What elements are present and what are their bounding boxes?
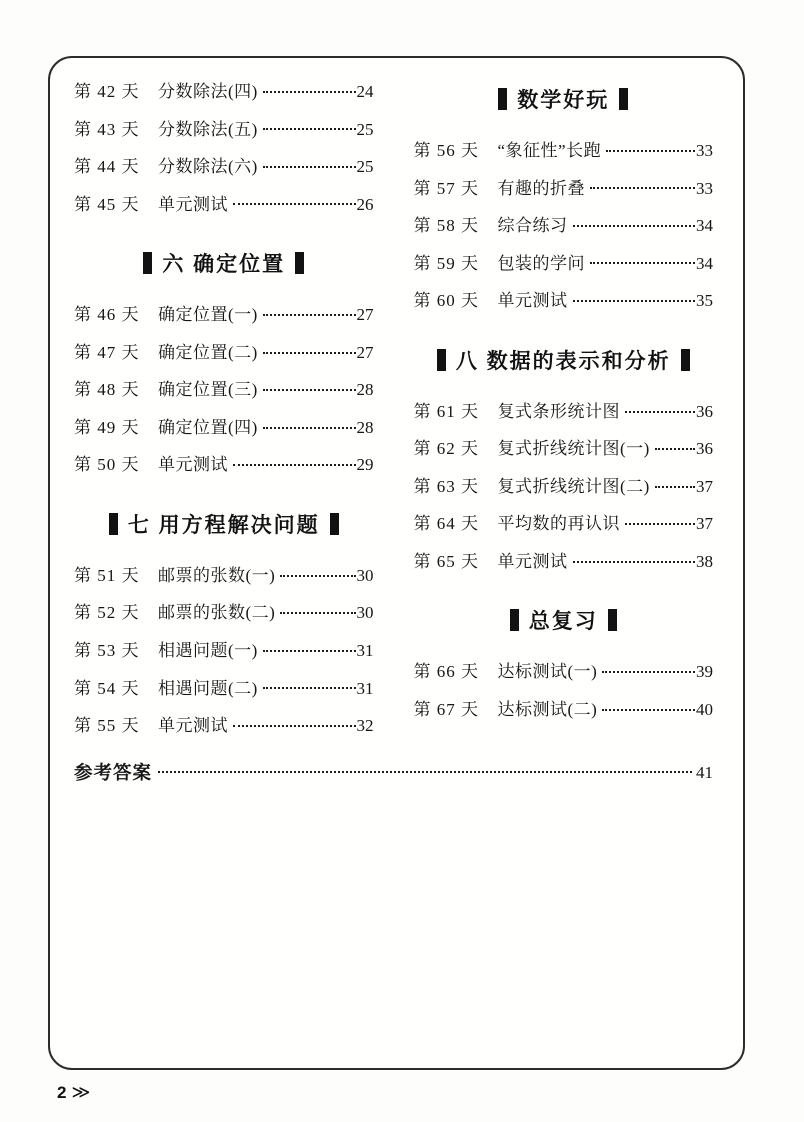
dot-leader bbox=[573, 561, 696, 563]
toc-entry-day: 第 66 天 bbox=[413, 662, 479, 682]
toc-entry-day: 第 43 天 bbox=[74, 119, 140, 139]
toc-entry bbox=[414, 552, 714, 572]
toc-entry-title: 有趣的折叠 bbox=[497, 178, 585, 198]
toc-entry-day: 第 59 天 bbox=[413, 253, 479, 273]
toc-entry bbox=[74, 566, 374, 586]
toc-entry bbox=[414, 216, 714, 236]
toc-entry-page: 36 bbox=[696, 439, 713, 459]
toc-entry-title: 单元测试 bbox=[497, 551, 568, 571]
toc-entry-day: 第 42 天 bbox=[74, 82, 140, 101]
toc-entry-day: 第 46 天 bbox=[74, 305, 140, 325]
toc-entry bbox=[74, 716, 374, 736]
page-number-value: 2 bbox=[57, 1083, 67, 1102]
toc-entry-title: 达标测试(二) bbox=[497, 700, 598, 720]
dot-leader bbox=[263, 389, 356, 391]
toc-entry-page: 32 bbox=[356, 716, 374, 736]
dot-leader bbox=[655, 448, 695, 450]
toc-entry-title: 单元测试 bbox=[158, 455, 228, 475]
toc-entry-day: 第 55 天 bbox=[74, 716, 140, 736]
dot-leader bbox=[158, 771, 692, 773]
toc-entry-title: 分数除法(五) bbox=[158, 119, 258, 139]
section-heading bbox=[414, 605, 714, 635]
toc-entry-page: 28 bbox=[356, 417, 374, 437]
content-frame bbox=[48, 56, 745, 1070]
toc-entry-day: 第 53 天 bbox=[74, 641, 140, 661]
toc-entry-page: 28 bbox=[356, 380, 374, 400]
toc-entry-day: 第 50 天 bbox=[74, 455, 140, 475]
dot-leader bbox=[602, 671, 695, 673]
toc-entry-page: 25 bbox=[356, 119, 374, 139]
toc-entry-title: 复式折线统计图(一) bbox=[497, 439, 650, 459]
toc-entry bbox=[74, 603, 374, 623]
double-bar-icon bbox=[619, 88, 628, 110]
dot-leader bbox=[263, 314, 356, 316]
toc-entry bbox=[74, 195, 374, 215]
toc-entry-title: 确定位置(四) bbox=[158, 417, 258, 437]
toc-entry-title: 邮票的张数(二) bbox=[158, 603, 276, 623]
dot-leader bbox=[233, 464, 356, 466]
toc-entry-title: 单元测试 bbox=[158, 716, 228, 736]
toc-entry bbox=[414, 439, 714, 459]
toc-entry-page: 37 bbox=[696, 476, 713, 496]
toc-entry bbox=[74, 120, 374, 140]
toc-entry-page: 33 bbox=[696, 141, 713, 160]
toc-entry-page: 33 bbox=[696, 178, 713, 198]
toc-entry-title: 复式条形统计图 bbox=[497, 401, 620, 421]
double-bar-icon bbox=[330, 513, 339, 535]
dot-leader bbox=[590, 262, 695, 264]
double-bar-icon bbox=[608, 609, 617, 631]
toc-entry-day: 第 62 天 bbox=[413, 439, 479, 459]
dot-leader bbox=[263, 687, 356, 689]
section-heading-text: 数学好玩 bbox=[517, 89, 610, 112]
toc-entry-title: 确定位置(三) bbox=[158, 380, 258, 400]
dot-leader bbox=[573, 300, 696, 302]
toc-entry bbox=[414, 402, 714, 422]
toc-entry bbox=[414, 254, 714, 274]
toc-entry-title: 达标测试(一) bbox=[497, 662, 598, 682]
answers-entry bbox=[74, 762, 713, 783]
answers-page: 41 bbox=[696, 762, 713, 782]
toc-entry bbox=[414, 700, 714, 720]
toc-entry-page: 40 bbox=[696, 700, 713, 720]
toc-entry-title: 分数除法(四) bbox=[158, 82, 258, 101]
toc-entry-day: 第 44 天 bbox=[74, 157, 140, 177]
toc-entry-day: 第 48 天 bbox=[74, 380, 140, 400]
section-heading bbox=[414, 345, 714, 375]
toc-entry-page: 38 bbox=[696, 551, 713, 571]
toc-entry bbox=[74, 455, 374, 475]
toc-entry-title: 邮票的张数(一) bbox=[158, 565, 276, 585]
dot-leader bbox=[625, 523, 695, 525]
toc-entry bbox=[74, 380, 374, 400]
dot-leader bbox=[263, 427, 356, 429]
toc-entry-title: 复式折线统计图(二) bbox=[497, 476, 650, 496]
toc-entry-page: 35 bbox=[696, 291, 713, 311]
toc-entry-page: 24 bbox=[356, 82, 374, 101]
dot-leader bbox=[606, 150, 695, 152]
dot-leader bbox=[602, 709, 695, 711]
page-number bbox=[57, 1082, 90, 1103]
toc-entry-title: 分数除法(六) bbox=[158, 157, 258, 177]
toc-entry-title: “象征性”长跑 bbox=[497, 141, 602, 160]
toc-entry-page: 34 bbox=[696, 216, 713, 236]
double-bar-icon bbox=[681, 349, 690, 371]
answers-label: 参考答案 bbox=[74, 761, 153, 783]
toc-column-right bbox=[414, 82, 714, 754]
toc-entry-day: 第 63 天 bbox=[413, 476, 479, 496]
toc-entry-title: 相遇问题(一) bbox=[158, 641, 258, 661]
dot-leader bbox=[280, 575, 355, 577]
toc-entry-day: 第 52 天 bbox=[74, 603, 140, 623]
toc-entry-title: 综合练习 bbox=[497, 216, 568, 236]
toc-entry-title: 确定位置(一) bbox=[158, 305, 258, 325]
toc-entry-day: 第 49 天 bbox=[74, 417, 140, 437]
double-bar-icon bbox=[143, 252, 152, 274]
toc-entry-page: 37 bbox=[696, 514, 713, 534]
double-bar-icon bbox=[295, 252, 304, 274]
toc-entry bbox=[414, 141, 714, 161]
toc-entry-page: 39 bbox=[696, 662, 713, 682]
dot-leader bbox=[590, 187, 695, 189]
toc-entry bbox=[414, 179, 714, 199]
section-heading bbox=[74, 248, 374, 278]
section-heading-text: 总复习 bbox=[528, 610, 598, 634]
toc-entry-page: 25 bbox=[356, 157, 374, 177]
toc-entry-page: 27 bbox=[356, 305, 374, 325]
toc-entry bbox=[74, 418, 374, 438]
toc-entry-title: 相遇问题(二) bbox=[158, 678, 258, 698]
section-heading bbox=[74, 509, 374, 539]
toc-entry bbox=[74, 157, 374, 177]
toc-entry-title: 单元测试 bbox=[497, 291, 568, 311]
toc-entry-page: 31 bbox=[356, 678, 374, 698]
double-bar-icon bbox=[437, 349, 446, 371]
toc-entry-title: 单元测试 bbox=[158, 194, 228, 214]
dot-leader bbox=[263, 128, 356, 130]
dot-leader bbox=[625, 411, 695, 413]
toc-entry-page: 36 bbox=[696, 401, 713, 421]
toc-entry bbox=[74, 343, 374, 363]
toc-entry-day: 第 60 天 bbox=[413, 291, 479, 311]
toc-columns bbox=[74, 82, 713, 754]
toc-entry-page: 30 bbox=[356, 565, 374, 585]
toc-entry bbox=[414, 291, 714, 311]
toc-entry bbox=[74, 679, 374, 699]
toc-entry-title: 平均数的再认识 bbox=[497, 514, 620, 534]
toc-entry-page: 26 bbox=[356, 194, 374, 214]
section-heading bbox=[414, 84, 714, 114]
section-heading-text: 六 确定位置 bbox=[162, 253, 286, 277]
dot-leader bbox=[263, 352, 356, 354]
toc-entry-page: 27 bbox=[356, 342, 374, 362]
toc-entry bbox=[74, 641, 374, 661]
toc-entry-day: 第 67 天 bbox=[413, 700, 479, 720]
toc-column-left bbox=[74, 82, 374, 754]
dot-leader bbox=[655, 486, 695, 488]
dot-leader bbox=[573, 225, 696, 227]
toc-entry bbox=[74, 82, 374, 102]
toc-entry-title: 包装的学问 bbox=[497, 253, 585, 273]
toc-entry-day: 第 51 天 bbox=[74, 565, 140, 585]
toc-entry-day: 第 47 天 bbox=[74, 342, 140, 362]
toc-entry-day: 第 56 天 bbox=[413, 141, 479, 160]
toc-entry-day: 第 64 天 bbox=[413, 514, 479, 534]
chevron-right-icon: ≫ bbox=[71, 1082, 91, 1102]
toc-entry-day: 第 65 天 bbox=[413, 551, 479, 571]
dot-leader bbox=[263, 166, 356, 168]
toc-entry-title: 确定位置(二) bbox=[158, 342, 258, 362]
toc-entry-day: 第 57 天 bbox=[413, 178, 479, 198]
double-bar-icon bbox=[109, 513, 118, 535]
toc-entry bbox=[414, 662, 714, 682]
toc-entry-page: 30 bbox=[356, 603, 374, 623]
toc-entry bbox=[414, 477, 714, 497]
toc-entry bbox=[414, 514, 714, 534]
toc-entry-day: 第 58 天 bbox=[413, 216, 479, 236]
toc-entry-day: 第 54 天 bbox=[74, 678, 140, 698]
dot-leader bbox=[280, 612, 355, 614]
dot-leader bbox=[263, 650, 356, 652]
dot-leader bbox=[233, 203, 356, 205]
toc-entry bbox=[74, 305, 374, 325]
double-bar-icon bbox=[510, 609, 519, 631]
toc-entry-day: 第 45 天 bbox=[74, 194, 140, 214]
section-heading-text: 七 用方程解决问题 bbox=[127, 513, 320, 537]
toc-entry-page: 29 bbox=[356, 455, 374, 475]
toc-entry-day: 第 61 天 bbox=[413, 401, 479, 421]
dot-leader bbox=[263, 91, 356, 93]
toc-entry-page: 31 bbox=[356, 641, 374, 661]
double-bar-icon bbox=[498, 88, 507, 110]
toc-entry-page: 34 bbox=[696, 253, 713, 273]
dot-leader bbox=[233, 725, 356, 727]
section-heading-text: 八 数据的表示和分析 bbox=[455, 349, 671, 373]
